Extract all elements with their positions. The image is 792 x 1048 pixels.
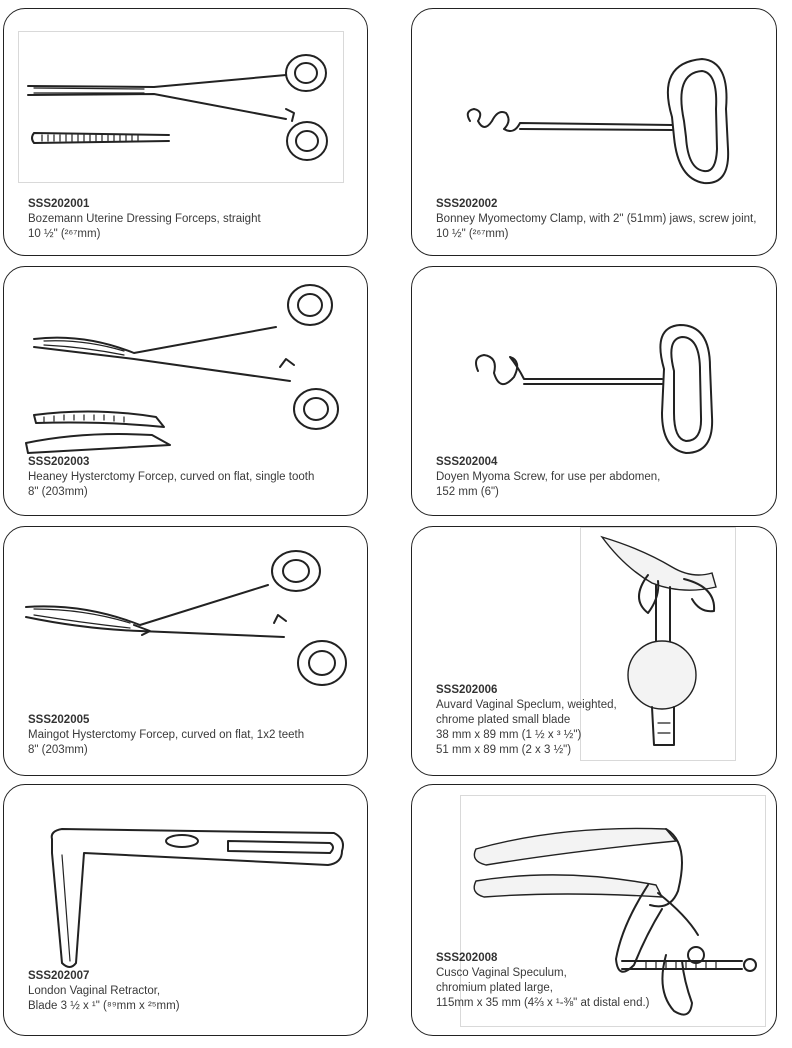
product-code: SSS202002 [436,198,498,210]
product-card-sss202002 [411,8,777,256]
product-card-sss202007 [3,784,368,1036]
product-card-sss202004 [411,266,777,516]
product-size: 10 ½" (²⁶⁷mm) [28,228,101,240]
product-card-sss202006 [411,526,777,776]
product-size: 115mm x 35 mm (4⅔ x ¹-⅜" at distal end.) [436,997,650,1009]
product-size: Blade 3 ½ x ¹" (⁸⁹mm x ²⁵mm) [28,1000,180,1012]
product-code: SSS202005 [28,714,90,726]
product-card-sss202008 [411,784,777,1036]
product-code: SSS202003 [28,456,90,468]
product-caption [28,455,314,500]
product-size: 10 ½" (²⁶⁷mm) [436,228,509,240]
product-card-sss202001 [3,8,368,256]
product-size: 8" (203mm) [28,744,88,756]
product-size: 51 mm x 89 mm (2 x 3 ½") [436,744,572,756]
product-caption [436,455,660,500]
product-size: 38 mm x 89 mm (1 ½ x ³ ½") [436,729,582,741]
product-finish: chromium plated large, [436,982,553,994]
product-size: 152 mm (6") [436,486,499,498]
product-caption [28,969,180,1014]
product-caption [28,713,304,758]
product-description: London Vaginal Retractor, [28,985,161,997]
product-description: Bonney Myomectomy Clamp, with 2" (51mm) jaws, screw joint, [436,213,757,225]
product-card-sss202003 [3,266,368,516]
product-caption [436,683,617,758]
product-description: Bozemann Uterine Dressing Forceps, straight [28,213,261,225]
product-code: SSS202008 [436,952,498,964]
product-code: SSS202007 [28,970,90,982]
product-caption [436,951,650,1011]
product-code: SSS202004 [436,456,498,468]
product-card-sss202005 [3,526,368,776]
product-code: SSS202006 [436,684,498,696]
product-description: Cusco Vaginal Speculum, [436,967,567,979]
product-caption [436,197,756,242]
product-description: Auvard Vaginal Speclum, weighted, [436,699,617,711]
product-finish: chrome plated small blade [436,714,571,726]
product-size: 8" (203mm) [28,486,88,498]
product-description: Heaney Hysterctomy Forcep, curved on flat, single tooth [28,471,315,483]
product-code: SSS202001 [28,198,90,210]
product-description: Doyen Myoma Screw, for use per abdomen, [436,471,661,483]
product-description: Maingot Hysterctomy Forcep, curved on flat, 1x2 teeth [28,729,305,741]
product-caption [28,197,261,242]
